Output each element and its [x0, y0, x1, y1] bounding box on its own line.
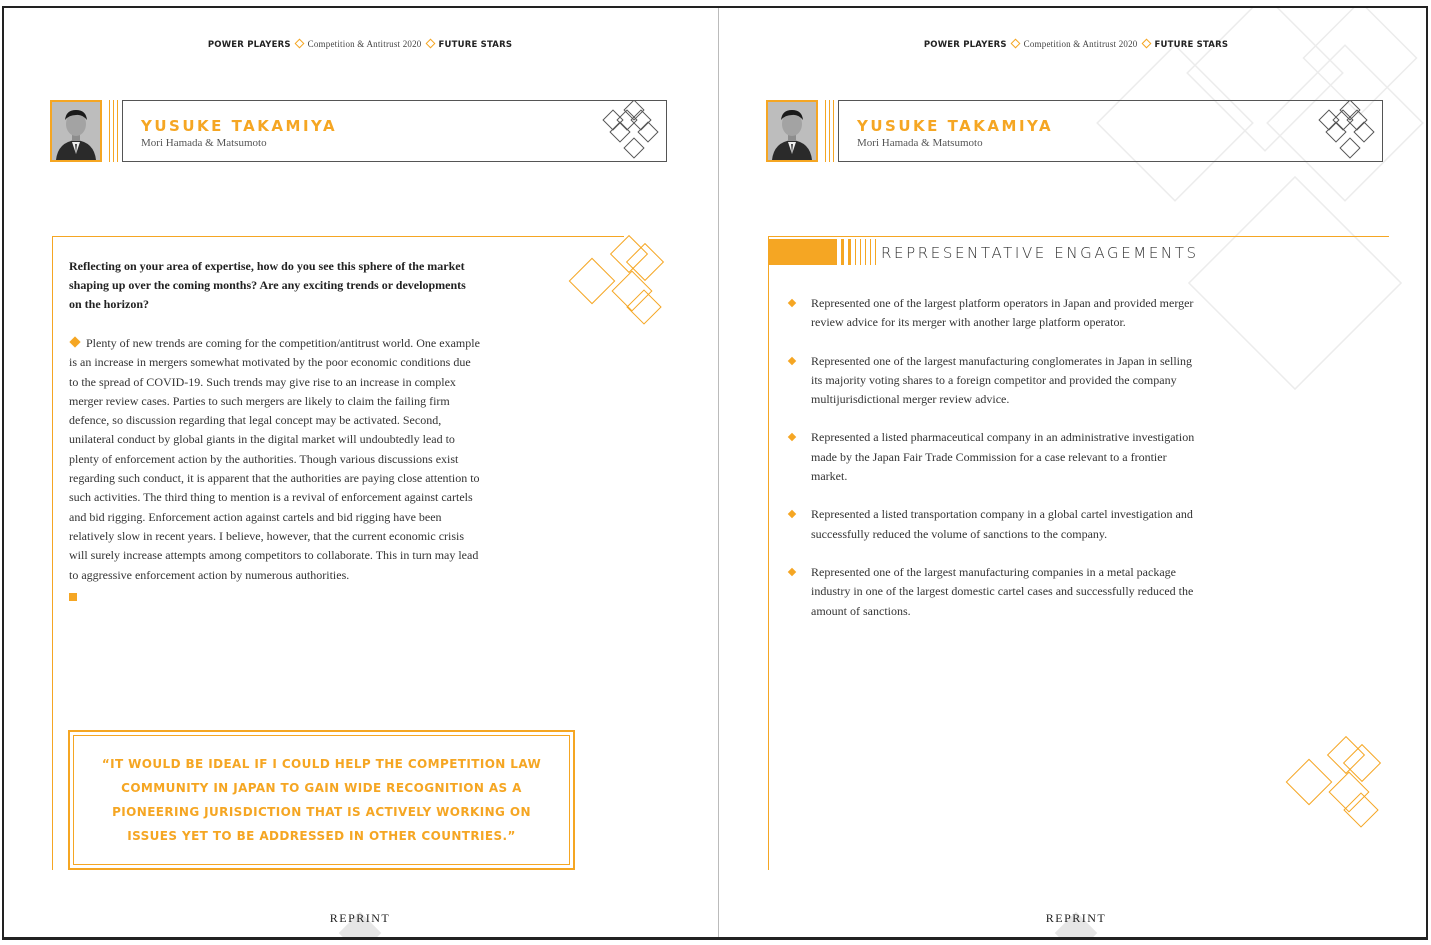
list-item: Represented one of the largest manufacturing conglomerates in Japan in selling its majority voting shares to a foreign competitor and provided the company multijurisdictional merger review advice. — [787, 352, 1197, 410]
firm-name: Mori Hamada & Matsumoto — [141, 137, 267, 149]
firm-name: Mori Hamada & Matsumoto — [857, 137, 983, 149]
diamond-icon — [294, 39, 304, 49]
pull-quote-text: “IT WOULD BE IDEAL IF I COULD HELP THE COMPETITION LAW COMMUNITY IN JAPAN TO GAIN WIDE RECOGNITION AS A PIONEERING JURISDICTION THAT IS ACTIVELY WORKING ON ISSUES YET TO BE ADDRESSED IN OTHER COUNTRIES.” — [101, 757, 542, 843]
interview-question: Reflecting on your area of expertise, how do you see this sphere of the market shaping up over the coming months? Are any exciting trends or developments on the horizon? — [69, 259, 466, 311]
pull-quote-inner — [73, 735, 570, 865]
engagements-list — [787, 294, 1197, 640]
answer-text: Plenty of new trends are coming for the competition/antitrust world. One example is an increase in mergers somewhat motivated by the poor economic conditions due to the spread of COVID-19. Such trends may give rise to an increase in complex merger review cases. Parties to such mergers are likely to claim the failing firm defence, so discussion regarding that legal concept may be activated. Second, unilateral conduct by global giants in the digital market will undoubtedly lead to plenty of enforcement action by the authorities. Though various discussions exist regarding such conduct, it is apparent that the authorities are paying close attention to such activities. The third thing to mention is a revival of enforcement against cartels and bid rigging. Enforcement action against cartels and bid rigging have been relatively slow in recent years. I believe, however, that the current economic crisis will surely increase attempts among competitors to collaborate. This in turn may lead to aggressive enforcement action by numerous authorities. — [69, 336, 480, 582]
engagements-header — [769, 236, 1389, 266]
nav-publication: Competition & Antitrust 2020 — [307, 39, 422, 49]
engagements-section — [768, 236, 1388, 870]
accent-bar — [769, 239, 837, 265]
page-divider — [718, 8, 719, 937]
section-nav — [4, 39, 716, 50]
diamond-icon — [1010, 39, 1020, 49]
diamond-icon — [69, 336, 80, 347]
footer-reprint: REPRINT — [329, 911, 391, 925]
interview-answer — [69, 334, 481, 607]
person-name: YUSUKE TAKAMIYA — [857, 117, 1054, 135]
accent-stripes — [108, 100, 122, 162]
list-item: Represented a listed pharmaceutical company in an administrative investigation made by the Japan Fair Trade Commission for a case relevant to a frontier market. — [787, 428, 1197, 486]
accent-stripes — [824, 100, 838, 162]
diamond-pattern-icon — [600, 101, 664, 161]
list-item: Represented a listed transportation company in a global cartel investigation and successfully reduced the volume of sanctions to the company. — [787, 505, 1197, 544]
profile-header — [838, 100, 1383, 162]
list-item: Represented one of the largest platform operators in Japan and provided merger review advice for its merger with another large platform operator. — [787, 294, 1197, 333]
nav-power-players: POWER PLAYERS — [207, 40, 291, 50]
avatar — [766, 100, 818, 162]
right-page — [720, 8, 1428, 937]
diamond-pattern-icon — [1285, 736, 1395, 840]
document-frame — [2, 6, 1428, 940]
person-name: YUSUKE TAKAMIYA — [141, 117, 338, 135]
nav-future-stars: FUTURE STARS — [438, 40, 513, 50]
section-nav — [720, 39, 1428, 50]
end-mark-icon — [69, 593, 77, 601]
left-page — [4, 8, 716, 937]
pull-quote — [68, 730, 575, 870]
profile-header — [122, 100, 667, 162]
nav-future-stars: FUTURE STARS — [1154, 40, 1229, 50]
diamond-icon — [1141, 39, 1151, 49]
list-item: Represented one of the largest manufacturing companies in a metal package industry in one of the largest domestic cartel cases and successfully reduced the amount of sanctions. — [787, 563, 1197, 621]
accent-stripes — [841, 239, 879, 265]
avatar — [50, 100, 102, 162]
nav-publication: Competition & Antitrust 2020 — [1023, 39, 1138, 49]
nav-power-players: POWER PLAYERS — [923, 40, 1007, 50]
diamond-icon — [425, 39, 435, 49]
engagements-title: REPRESENTATIVE ENGAGEMENTS — [881, 244, 1199, 262]
diamond-pattern-icon — [566, 235, 676, 337]
footer-reprint: REPRINT — [1045, 911, 1107, 925]
diamond-pattern-icon — [1316, 101, 1380, 161]
